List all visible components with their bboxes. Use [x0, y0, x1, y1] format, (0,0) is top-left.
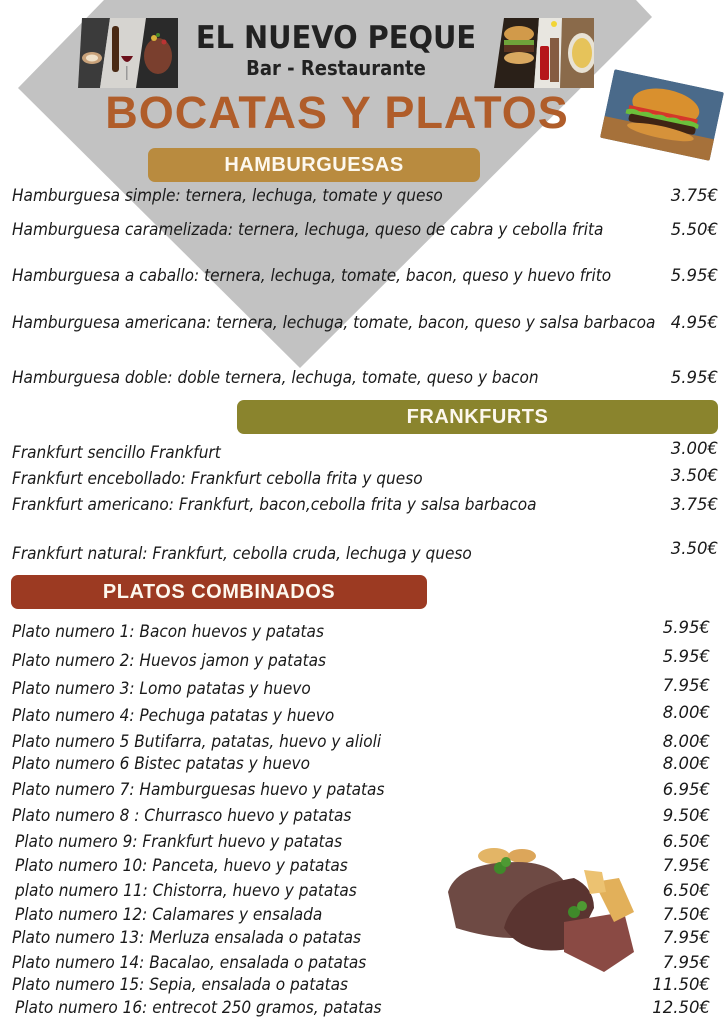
item-description: Plato numero 10: Panceta, huevo y patatas — [15, 856, 348, 875]
item-description: Plato numero 7: Hamburguesas huevo y patatas — [12, 780, 385, 799]
item-price: 7.95€ — [662, 953, 710, 972]
item-description: Plato numero 4: Pechuga patatas y huevo — [12, 706, 335, 725]
item-description: Plato numero 8 : Churrasco huevo y patatas — [12, 806, 352, 825]
item-description: Plato numero 9: Frankfurt huevo y patatas — [15, 832, 343, 851]
item-price: 7.95€ — [662, 928, 710, 947]
item-price: 7.95€ — [662, 676, 710, 695]
item-price: 6.50€ — [662, 881, 710, 900]
item-description: Plato numero 16: entrecot 250 gramos, patatas — [15, 998, 382, 1017]
item-description: Frankfurt americano: Frankfurt, bacon,cebolla frita y salsa barbacoa — [12, 495, 537, 514]
item-description: Hamburguesa caramelizada: ternera, lechuga, queso de cabra y cebolla frita — [12, 220, 604, 239]
item-price: 5.95€ — [670, 266, 718, 285]
section-header-frankfurts: FRANKFURTS — [237, 400, 718, 434]
item-description: Plato numero 2: Huevos jamon y patatas — [12, 651, 327, 670]
left-collage-image — [78, 18, 178, 88]
brand-subtitle: Bar - Restaurante — [246, 56, 426, 80]
item-description: Plato numero 3: Lomo patatas y huevo — [12, 679, 311, 698]
item-price: 5.95€ — [662, 618, 710, 637]
item-price: 9.50€ — [662, 806, 710, 825]
item-description: Hamburguesa americana: ternera, lechuga, tomate, bacon, queso y salsa barbacoa — [12, 313, 656, 332]
item-description: Plato numero 12: Calamares y ensalada — [15, 905, 323, 924]
item-price: 8.00€ — [662, 732, 710, 751]
item-price: 4.95€ — [670, 313, 718, 332]
item-price: 6.50€ — [662, 832, 710, 851]
item-price: 8.00€ — [662, 703, 710, 722]
brand-name: EL NUEVO PEQUE — [195, 20, 477, 56]
item-description: Plato numero 1: Bacon huevos y patatas — [12, 622, 324, 641]
item-description: Plato numero 6 Bistec patatas y huevo — [12, 754, 310, 773]
section-header-hamburguesas: HAMBURGUESAS — [148, 148, 480, 182]
item-description: Frankfurt sencillo Frankfurt — [12, 443, 221, 462]
item-price: 7.95€ — [662, 856, 710, 875]
item-price: 6.95€ — [662, 780, 710, 799]
item-price: 7.50€ — [662, 905, 710, 924]
item-description: Plato numero 13: Merluza ensalada o patatas — [12, 928, 362, 947]
item-price: 3.50€ — [670, 539, 718, 558]
item-price: 3.00€ — [670, 439, 718, 458]
right-collage-image — [494, 18, 594, 88]
item-price: 3.50€ — [670, 466, 718, 485]
section-header-platos-combinados: PLATOS COMBINADOS — [11, 575, 427, 609]
item-price: 3.75€ — [670, 186, 718, 205]
item-price: 12.50€ — [652, 998, 710, 1017]
item-description: Frankfurt encebollado: Frankfurt cebolla frita y queso — [12, 469, 423, 488]
item-price: 8.00€ — [662, 754, 710, 773]
item-price: 11.50€ — [652, 975, 710, 994]
page-title: BOCATAS Y PLATOS — [105, 87, 569, 138]
item-description: Hamburguesa doble: doble ternera, lechuga, tomate, queso y bacon — [12, 368, 539, 387]
item-price: 5.50€ — [670, 220, 718, 239]
item-description: plato numero 11: Chistorra, huevo y patatas — [15, 881, 357, 900]
item-description: Hamburguesa simple: ternera, lechuga, tomate y queso — [12, 186, 443, 205]
item-price: 5.95€ — [670, 368, 718, 387]
item-description: Plato numero 5 Butifarra, patatas, huevo y alioli — [12, 732, 382, 751]
item-description: Hamburguesa a caballo: ternera, lechuga, tomate, bacon, queso y huevo frito — [12, 266, 612, 285]
item-description: Frankfurt natural: Frankfurt, cebolla cruda, lechuga y queso — [12, 544, 472, 563]
item-description: Plato numero 15: Sepia, ensalada o patatas — [12, 975, 349, 994]
item-price: 5.95€ — [662, 647, 710, 666]
item-description: Plato numero 14: Bacalao, ensalada o patatas — [12, 953, 367, 972]
item-price: 3.75€ — [670, 495, 718, 514]
